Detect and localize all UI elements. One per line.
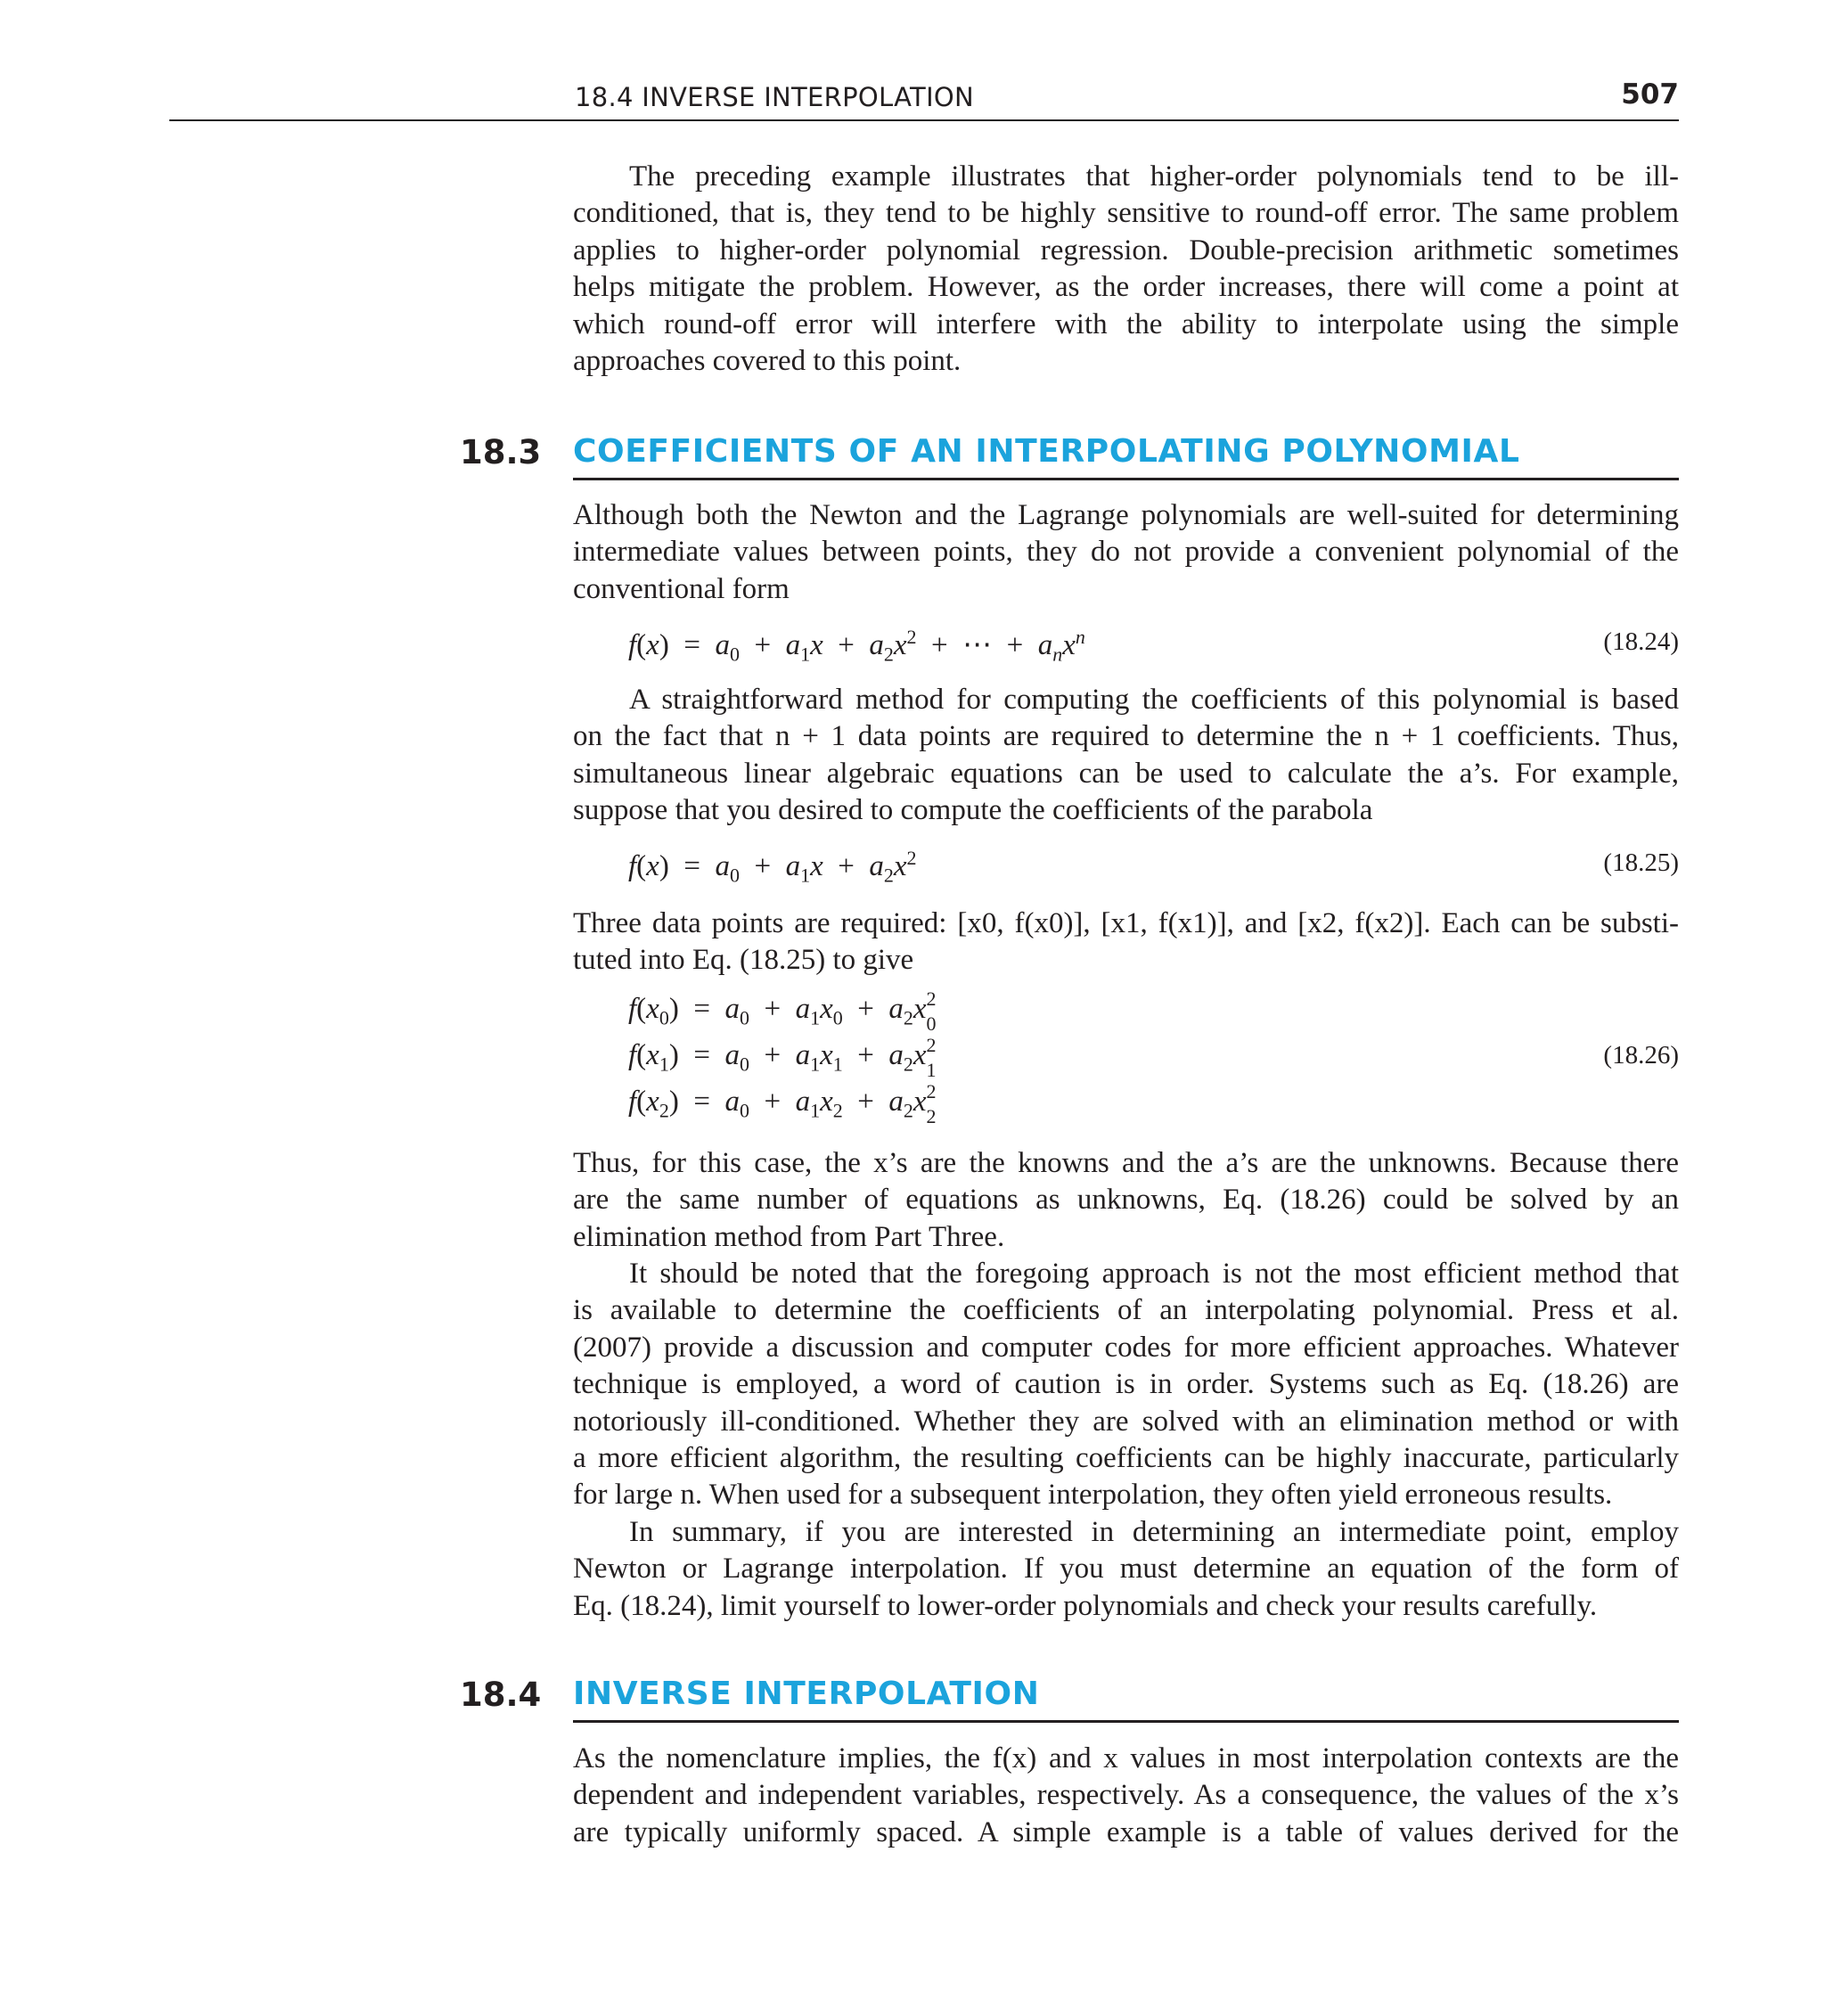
section-number: 18.4 — [460, 1676, 542, 1714]
text-line: elimination method from Part Three. — [573, 1220, 1005, 1253]
text-line: helps mitigate the problem. However, as the order increases, there will come a point at — [573, 271, 1679, 304]
text-line: It should be noted that the foregoing approach is not the most efficient method that — [629, 1258, 1679, 1290]
section-rule — [573, 478, 1679, 480]
text-line: Thus, for this case, the x’s are the knowns and the a’s are the unknowns. Because there — [573, 1147, 1679, 1179]
text-line: approaches covered to this point. — [573, 345, 962, 378]
section-heading-18-3 — [460, 433, 1679, 479]
text-line: which round-off error will interfere with the ability to interpolate using the simple — [573, 307, 1679, 340]
text-line: is available to determine the coefficients of an interpolating polynomial. Press et al. — [573, 1294, 1679, 1327]
running-header-title: 18.4 INVERSE INTERPOLATION — [575, 82, 975, 112]
equation-body: $f(x) = a_0 + a_1x + a_2x^2$ — [628, 847, 917, 887]
text-line: A straightforward method for computing the coefficients of this polynomial is based — [629, 684, 1679, 716]
text-line: simultaneous linear algebraic equations can be used to calculate the a’s. For example, — [573, 757, 1679, 790]
section-18-3-paragraph-5 — [573, 1256, 1679, 1514]
text-line: conventional form — [573, 572, 790, 605]
section-rule — [573, 1720, 1679, 1723]
text-line: Three data points are required: [x0, f(x0)], [x1, f(x1)], and [x2, f(x2)]. Each can be substi- — [573, 907, 1679, 939]
section-18-3-paragraph-2 — [573, 682, 1679, 830]
text-line: on the fact that n + 1 data points are required to determine the n + 1 coefficients. Thus, — [573, 720, 1679, 753]
text-line: for large n. When used for a subsequent interpolation, they often yield erroneous results. — [573, 1479, 1613, 1512]
page-number: 507 — [1621, 78, 1679, 111]
section-18-4-paragraph-1 — [573, 1741, 1679, 1851]
section-title: INVERSE INTERPOLATION — [573, 1676, 1040, 1712]
section-title: COEFFICIENTS OF AN INTERPOLATING POLYNOMIAL — [573, 433, 1520, 470]
text-line: conditioned, that is, they tend to be highly sensitive to round-off error. The same problem — [573, 197, 1679, 230]
equation-18-24 — [628, 626, 1679, 665]
equation-body: $f(x) = a_0 + a_1x + a_2x^2$ + ⋯ + $a_nx^n$ — [628, 626, 1085, 666]
equation-18-26 — [628, 988, 1679, 1127]
running-header — [169, 78, 1679, 121]
text-line: intermediate values between points, they do not provide a convenient polynomial of the — [573, 536, 1679, 569]
text-line: technique is employed, a word of caution is in order. Systems such as Eq. (18.26) are — [573, 1368, 1679, 1401]
section-heading-18-4 — [460, 1676, 1679, 1722]
text-line: dependent and independent variables, respectively. As a consequence, the values of the x’s — [573, 1779, 1679, 1812]
equation-line: $f(x_0) = a_0 + a_1x_0 + a_2x$ 2 0 — [628, 988, 937, 1035]
section-18-3-paragraph-1 — [573, 497, 1679, 608]
text-line: are the same number of equations as unknowns, Eq. (18.26) could be solved by an — [573, 1184, 1679, 1217]
text-line: tuted into Eq. (18.25) to give — [573, 944, 914, 977]
text-line: In summary, if you are interested in determining an intermediate point, employ — [629, 1516, 1679, 1548]
equation-line: $f(x_2) = a_0 + a_1x_2 + a_2x$ 2 2 — [628, 1080, 937, 1127]
section-18-3-paragraph-3 — [573, 906, 1679, 979]
text-line: (2007) provide a discussion and computer codes for more efficient approaches. Whatever — [573, 1331, 1679, 1364]
text-line: suppose that you desired to compute the coefficients of the parabola — [573, 794, 1373, 827]
equation-number: (18.26) — [1603, 1041, 1679, 1069]
text-line: Although both the Newton and the Lagrange polynomials are well-suited for determining — [573, 499, 1679, 531]
text-line: As the nomenclature implies, the f(x) and x values in most interpolation contexts are the — [573, 1742, 1679, 1774]
text-line: Newton or Lagrange interpolation. If you must determine an equation of the form of — [573, 1553, 1679, 1586]
text-line: The preceding example illustrates that higher-order polynomials tend to be ill- — [629, 160, 1679, 193]
section-number: 18.3 — [460, 433, 542, 471]
equation-18-25 — [628, 847, 1679, 886]
text-line: a more efficient algorithm, the resulting coefficients can be highly inaccurate, particularly — [573, 1442, 1679, 1475]
text-line: are typically uniformly spaced. A simple example is a table of values derived for the — [573, 1815, 1679, 1848]
text-line: notoriously ill-conditioned. Whether they are solved with an elimination method or with — [573, 1405, 1679, 1438]
text-line: Eq. (18.24), limit yourself to lower-order polynomials and check your results carefully. — [573, 1589, 1598, 1622]
intro-paragraph — [573, 159, 1679, 380]
equation-line: $f(x_1) = a_0 + a_1x_1 + a_2x$ 2 1 — [628, 1034, 937, 1081]
equation-number: (18.25) — [1603, 848, 1679, 877]
section-18-3-paragraph-6 — [573, 1514, 1679, 1625]
section-18-3-paragraph-4 — [573, 1145, 1679, 1256]
text-line: applies to higher-order polynomial regression. Double-precision arithmetic sometimes — [573, 234, 1679, 266]
equation-number: (18.24) — [1603, 627, 1679, 656]
